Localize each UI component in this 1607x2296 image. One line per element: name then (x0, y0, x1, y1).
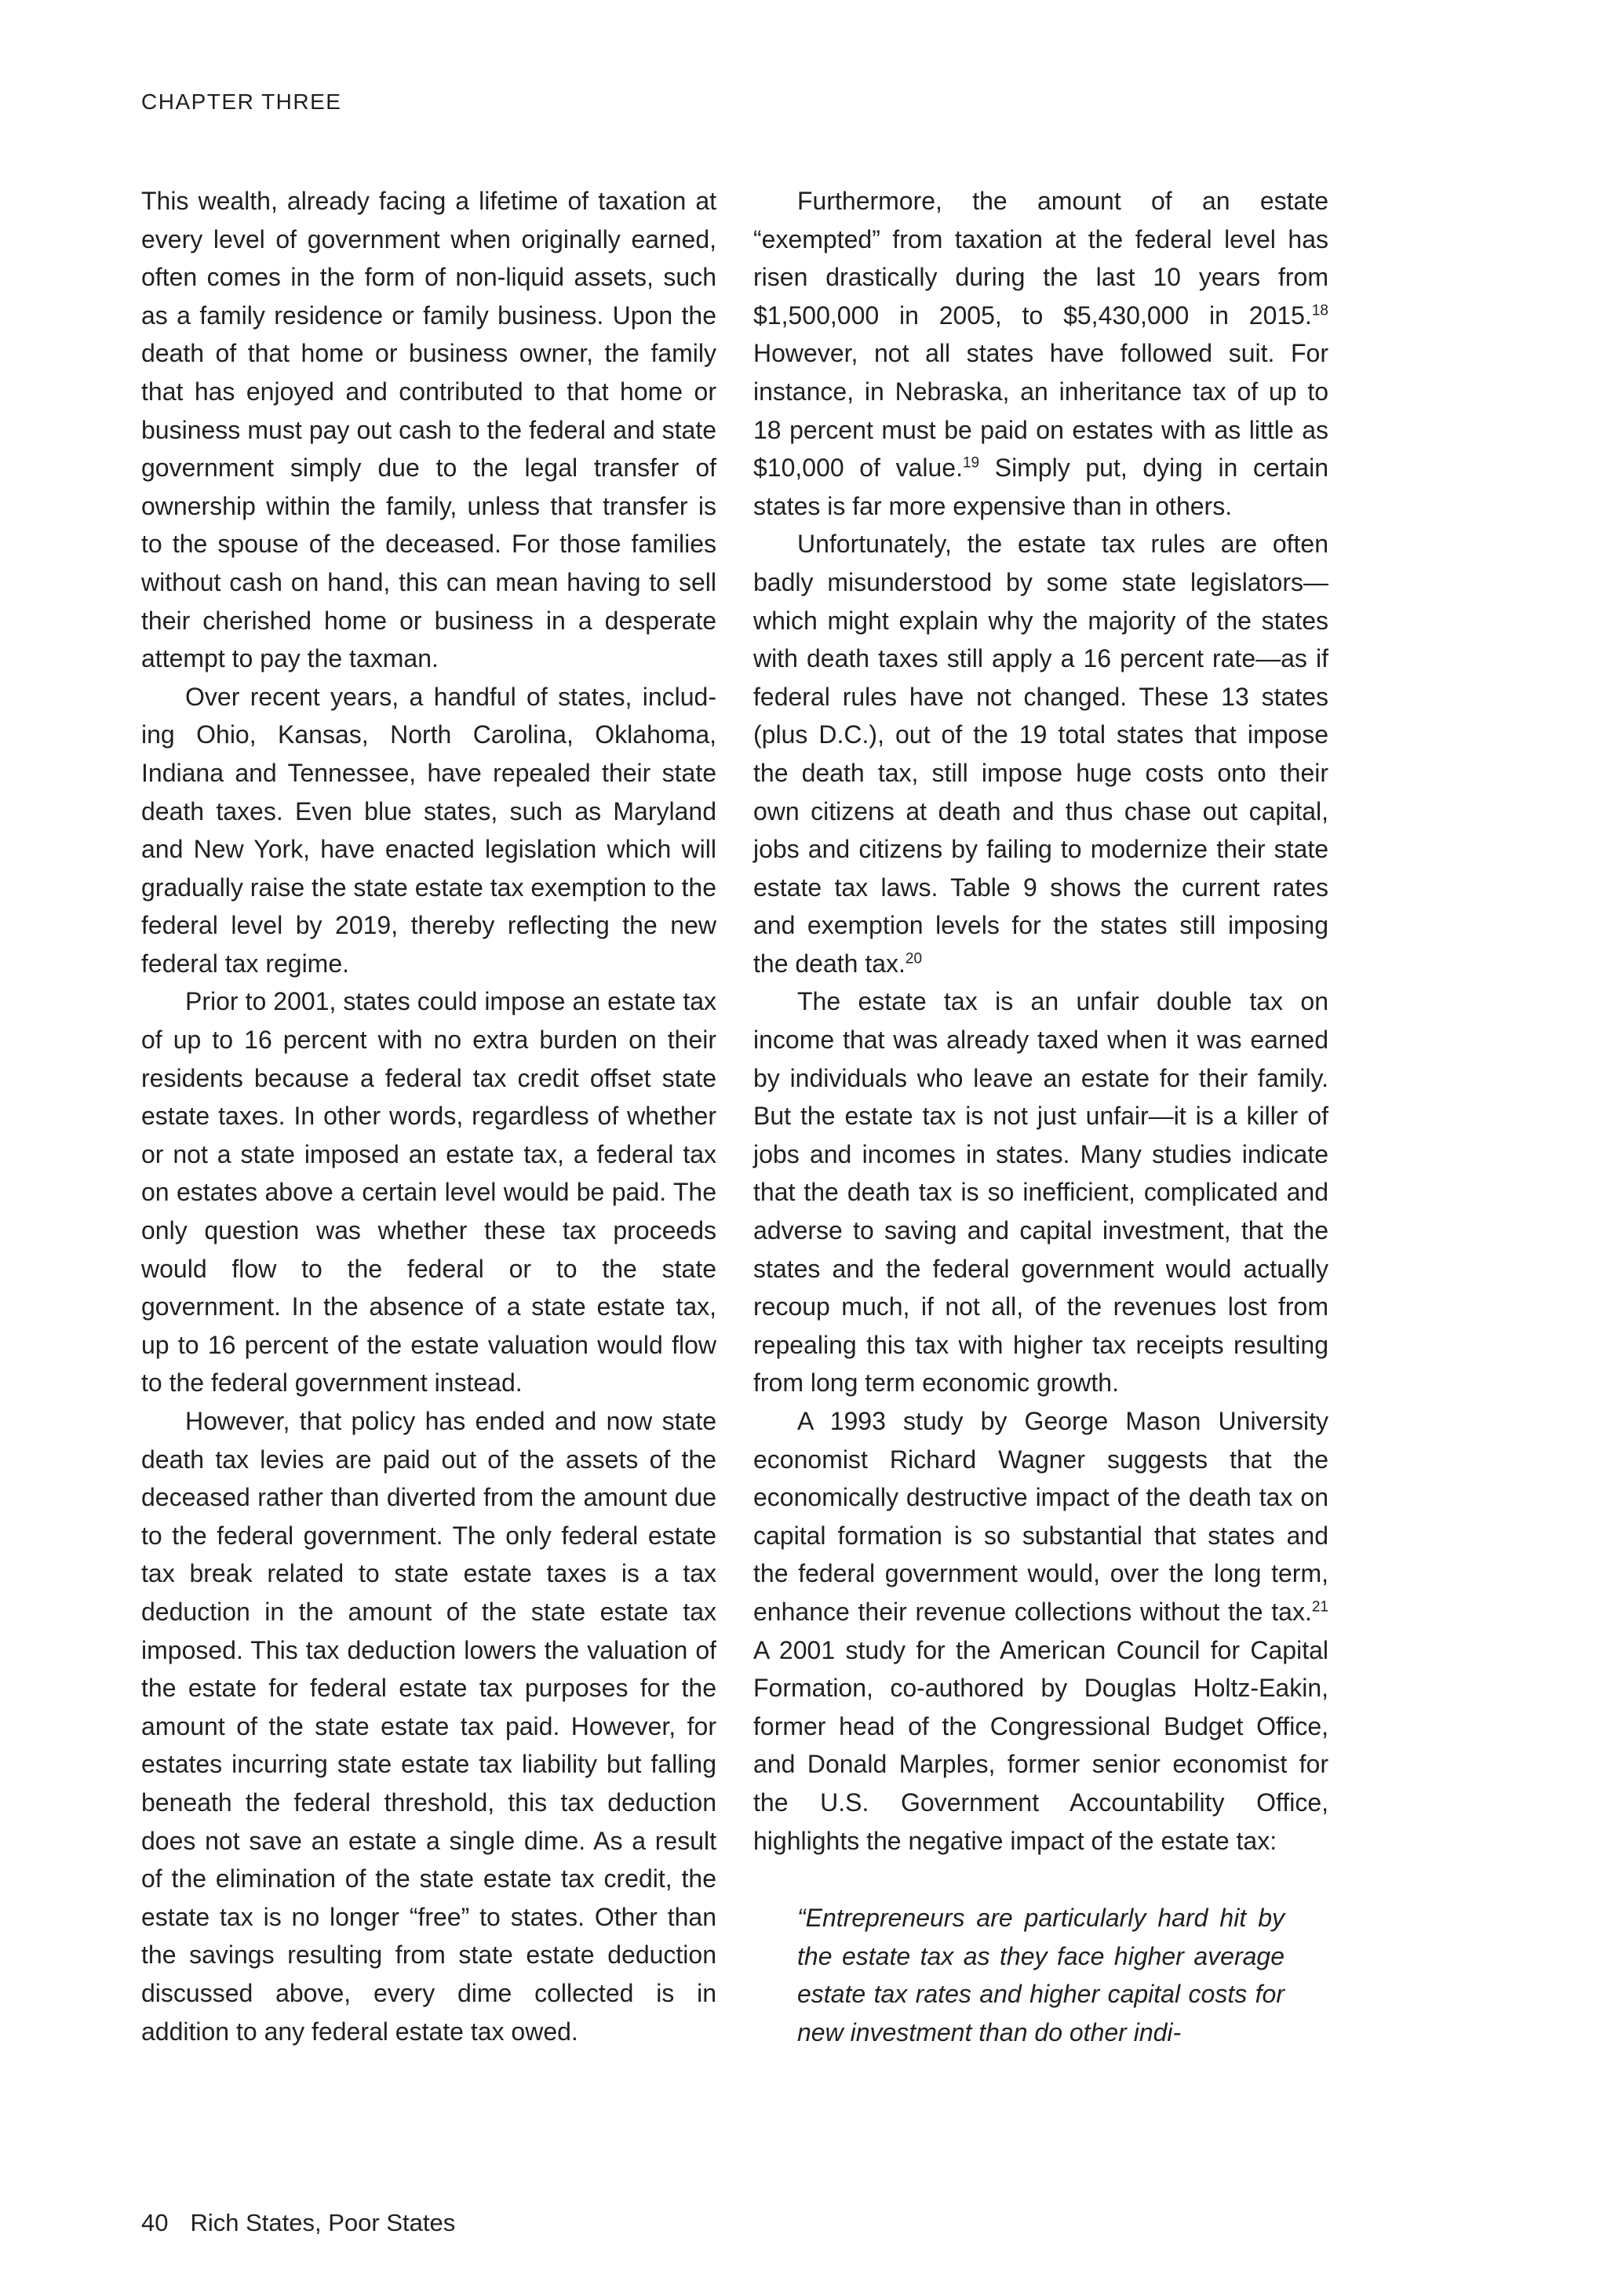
paragraph: Prior to 2001, states could impose an estate tax of up to 16 percent with no extra burden on their residents because a federal tax credit offset state estate taxes. In other words, regardless of whether or not a state imposed an estate tax, a federal tax on estates above a certain level would be paid. The only question was whether these tax proceeds would flow to the federal or to the state government. In the absence of a state estate tax, up to 16 percent of the estate valuation would flow to the federal government instead. (141, 987, 716, 1398)
block-quote: “Entrepreneurs are particularly hard hit by the estate tax as they face higher average estate tax rates and higher capital costs for new investment than do other indi- (797, 1904, 1285, 2046)
running-head: CHAPTER THREE (141, 89, 342, 114)
paragraph: However, that policy has ended and now state death tax levies are paid out of the assets of the deceased rather than diverted from the amount due to the federal government. The only federal estate tax break related to state estate taxes is a tax deduction in the amount of the state estate tax imposed. This tax deduction lowers the valuation of the estate for federal estate tax purposes for the amount of the state estate tax paid. However, for estates incurring state estate tax liability but falling beneath the federal threshold, this tax deduction does not save an estate a single dime. As a result of the elimination of the state estate tax credit, the estate tax is no longer “free” to states. Other than the savings resulting from state estate deduction discussed above, every dime collected is in addition to any federal estate tax owed. (141, 1407, 716, 2046)
paragraph-text: Simply put, dying in certain states is far more expensive than in others. (753, 454, 1328, 520)
footnote-ref[interactable]: 19 (962, 454, 980, 472)
paragraph-text: Unfortunately, the estate tax rules are often badly misunderstood by some state legislators—which might explain why the majority of the states with death taxes still apply a 16 percent rate—as if federal rules have not changed. These 13 states (plus D.C.), out of the 19 total states that impose the death tax, still impose huge costs onto their own citizens at death and thus chase out capital, jobs and citizens by failing to modernize their state estate tax laws. Table 9 shows the current rates and exemption levels for the states still imposing the death tax. (753, 530, 1328, 978)
page-footer (141, 2209, 455, 2237)
left-column (141, 182, 716, 2050)
paragraph: This wealth, already facing a lifetime of taxation at every level of government when originally earned, often comes in the form of non-liquid assets, such as a family residence or family business. Upon the death of that home or business owner, the family that has enjoyed and contributed to that home or business must pay out cash to the federal and state government simply due to the legal transfer of ownership within the family, unless that transfer is to the spouse of the deceased. For those families without cash on hand, this can mean having to sell their cherished home or business in a desperate attempt to pay the taxman. (141, 187, 716, 673)
footnote-ref[interactable]: 21 (1311, 1598, 1328, 1616)
paragraph: Over recent years, a handful of states, including Ohio, Kansas, North Carolina, Oklahoma, Indiana and Tennessee, have repealed their state death taxes. Even blue states, such as Maryland and New York, have enacted legislation which will gradually raise the state estate tax exemption to the federal level by 2019, thereby reflecting the new federal tax regime. (141, 682, 716, 978)
paragraph (753, 525, 1328, 982)
page-number: 40 (141, 2209, 169, 2236)
paragraph-text: A 1993 study by George Mason University economist Richard Wagner suggests that the economically destructive impact of the death tax on capital formation is so substantial that states and the federal government would, over the long term, enhance their revenue collections without the tax. (753, 1407, 1328, 1626)
publication-title: Rich States, Poor States (190, 2209, 456, 2236)
paragraph-text: Furthermore, the amount of an estate “exempted” from taxation at the federal level has risen drastically during the last 10 years from $1,500,000 in 2005, to $5,430,000 in 2015. (753, 187, 1328, 330)
paragraph (753, 182, 1328, 525)
footnote-ref[interactable]: 18 (1311, 302, 1328, 319)
paragraph (753, 1402, 1328, 1860)
paragraph: The estate tax is an unfair double tax on income that was already taxed when it was earned by individuals who leave an estate for their family. But the estate tax is not just unfair—it is a killer of jobs and incomes in states. Many studies indicate that the death tax is so inefficient, complicated and adverse to saving and capital investment, that the states and the federal government would actually recoup much, if not all, of the revenues lost from repealing this tax with higher tax receipts resulting from long term economic growth. (753, 987, 1328, 1398)
paragraph-text: A 2001 study for the American Council for Capital Formation, co-authored by Douglas Holtz-Eakin, former head of the Congressional Budget Office, and Donald Marples, former senior economist for the U.S. Government Accountability Office, highlights the negative impact of the estate tax: (753, 1635, 1328, 1855)
paragraph-text: However, not all states have followed suit. For instance, in Nebraska, an inheritance tax of up to 18 percent must be paid on estates with as little as $10,000 of value. (753, 339, 1328, 483)
footnote-ref[interactable]: 20 (905, 950, 923, 968)
right-column (753, 182, 1328, 2052)
